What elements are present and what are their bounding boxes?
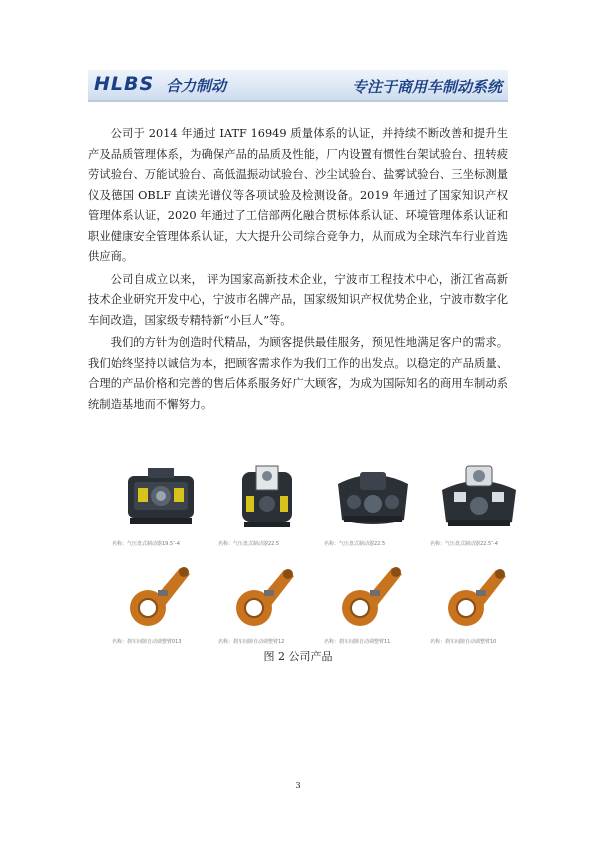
header-slogan: 专注于商用车制动系统 [351,78,502,96]
paragraph-policy: 我们的方针为创造时代精品，为顾客提供最佳服务，预见性地满足客户的需求。我们始终坚持以诚信为本，把顾客需求作为我们工作的出发点。以稳定的产品质量、合理的产品价格和完善的售后体系服务好广大顾客，为成为国际知名的商用车制动系统制造基地而不懈努力。 [88,336,508,411]
product-caption: 名称：刹车间隙自动调整臂11 [324,639,391,645]
brand-name: 合力制动 [166,77,227,95]
product-caption: 名称：刹车间隙自动调整臂12 [218,639,285,645]
slack-adjuster-icon [436,560,522,634]
product-caption: 名称：气压盘式制动器19.5″-4 [112,541,180,547]
slack-adjuster-icon [224,560,310,634]
paragraph-honors: 公司自成立以来， 评为国家高新技术企业，宁波市工程技术中心，浙江省高新技术企业研究开发中心，宁波市名牌产品，国家级知识产权优势企业，宁波市数字化车间改造，国家级专精特新“小巨人”等。 [88,272,508,327]
body-text [88,124,508,417]
page-number: 3 [295,781,301,790]
slack-adjuster-icon [330,560,416,634]
product-item [430,560,528,656]
paragraph-quality: 公司于 2014 年通过 IATF 16949 质量体系的认证，并持续不断改善和提升生产及品质管理体系，为确保产品的品质及性能，厂内设置有惯性台架试验台、扭转疲劳试验台、万能试验台、高低温振动试验台、沙尘试验台、盐雾试验台、三坐标测量仪及德国 OBLF 直读光谱仪等各项试验及检测设备。2019 年通过了国家知识产权管理体系认证，2020 年通过了工信部两化融合贯标体系认证、环境管理体系认证和职业健康安全管理体系认证，大大提升公司综合竞争力，从而成为全球汽车行业首选供应商。 [88,127,508,263]
disc-brake-caliper-icon [224,462,310,536]
product-caption: 名称：气压盘式制动器22.5 [324,541,386,547]
product-figure [112,462,532,662]
product-caption: 名称：气压盘式制动器22.5 [218,541,280,547]
product-caption: 名称：刹车间隙自动调整臂013 [112,639,182,645]
product-item [112,560,210,656]
header-banner [88,70,508,102]
product-item [430,462,528,558]
product-item [112,462,210,558]
disc-brake-caliper-icon [436,462,522,536]
slack-adjuster-icon [118,560,204,634]
figure-caption: 图 2 公司产品 [263,650,333,663]
product-caption: 名称：气压盘式制动器22.5″-4 [430,541,498,547]
product-item [324,560,422,656]
product-item [324,462,422,558]
disc-brake-caliper-icon [118,462,204,536]
disc-brake-caliper-icon [330,462,416,536]
product-caption: 名称：刹车间隙自动调整臂10 [430,639,497,645]
company-logo: HLBS [94,73,155,95]
product-item [218,560,316,656]
product-item [218,462,316,558]
